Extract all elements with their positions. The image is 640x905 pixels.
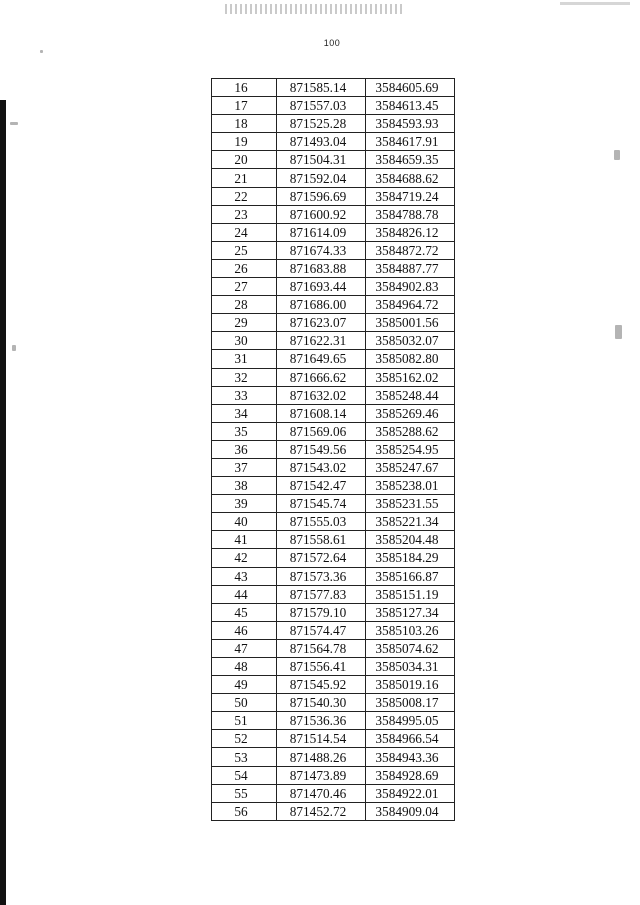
y-coordinate-cell: 3584928.69: [366, 766, 455, 784]
x-coordinate-cell: 871493.04: [277, 133, 366, 151]
table-row: [212, 784, 455, 802]
point-number-cell: 48: [212, 658, 277, 676]
table-row: [212, 458, 455, 476]
table-row: [212, 585, 455, 603]
y-coordinate-cell: 3585248.44: [366, 386, 455, 404]
point-number-cell: 42: [212, 549, 277, 567]
x-coordinate-cell: 871543.02: [277, 458, 366, 476]
y-coordinate-cell: 3585034.31: [366, 658, 455, 676]
y-coordinate-cell: 3585166.87: [366, 567, 455, 585]
scan-artifact-corner: [560, 2, 630, 5]
point-number-cell: 38: [212, 477, 277, 495]
table-row: [212, 658, 455, 676]
table-row: [212, 296, 455, 314]
coordinate-table: [211, 78, 455, 821]
y-coordinate-cell: 3584688.62: [366, 169, 455, 187]
y-coordinate-cell: 3584613.45: [366, 97, 455, 115]
y-coordinate-cell: 3585238.01: [366, 477, 455, 495]
point-number-cell: 46: [212, 621, 277, 639]
y-coordinate-cell: 3585269.46: [366, 404, 455, 422]
table-row: [212, 495, 455, 513]
point-number-cell: 37: [212, 458, 277, 476]
table-row: [212, 712, 455, 730]
x-coordinate-cell: 871569.06: [277, 422, 366, 440]
point-number-cell: 16: [212, 79, 277, 97]
x-coordinate-cell: 871564.78: [277, 639, 366, 657]
x-coordinate-cell: 871579.10: [277, 603, 366, 621]
y-coordinate-cell: 3584922.01: [366, 784, 455, 802]
point-number-cell: 31: [212, 350, 277, 368]
x-coordinate-cell: 871470.46: [277, 784, 366, 802]
y-coordinate-cell: 3584909.04: [366, 802, 455, 820]
point-number-cell: 50: [212, 694, 277, 712]
table-row: [212, 549, 455, 567]
x-coordinate-cell: 871545.92: [277, 676, 366, 694]
scan-speck: [614, 150, 620, 160]
table-row: [212, 621, 455, 639]
coordinate-table-body: [212, 79, 455, 821]
x-coordinate-cell: 871549.56: [277, 440, 366, 458]
x-coordinate-cell: 871649.65: [277, 350, 366, 368]
y-coordinate-cell: 3584593.93: [366, 115, 455, 133]
table-row: [212, 115, 455, 133]
point-number-cell: 47: [212, 639, 277, 657]
table-row: [212, 639, 455, 657]
y-coordinate-cell: 3584902.83: [366, 278, 455, 296]
y-coordinate-cell: 3584995.05: [366, 712, 455, 730]
y-coordinate-cell: 3584964.72: [366, 296, 455, 314]
y-coordinate-cell: 3585103.26: [366, 621, 455, 639]
y-coordinate-cell: 3584872.72: [366, 241, 455, 259]
table-row: [212, 676, 455, 694]
x-coordinate-cell: 871614.09: [277, 223, 366, 241]
y-coordinate-cell: 3585204.48: [366, 531, 455, 549]
y-coordinate-cell: 3585221.34: [366, 513, 455, 531]
table-row: [212, 513, 455, 531]
y-coordinate-cell: 3585019.16: [366, 676, 455, 694]
x-coordinate-cell: 871674.33: [277, 241, 366, 259]
point-number-cell: 41: [212, 531, 277, 549]
table-row: [212, 79, 455, 97]
point-number-cell: 28: [212, 296, 277, 314]
point-number-cell: 49: [212, 676, 277, 694]
y-coordinate-cell: 3585008.17: [366, 694, 455, 712]
point-number-cell: 25: [212, 241, 277, 259]
x-coordinate-cell: 871596.69: [277, 187, 366, 205]
y-coordinate-cell: 3585288.62: [366, 422, 455, 440]
x-coordinate-cell: 871504.31: [277, 151, 366, 169]
table-row: [212, 422, 455, 440]
y-coordinate-cell: 3585032.07: [366, 332, 455, 350]
scan-speck: [10, 122, 18, 125]
point-number-cell: 27: [212, 278, 277, 296]
y-coordinate-cell: 3585162.02: [366, 368, 455, 386]
x-coordinate-cell: 871585.14: [277, 79, 366, 97]
scan-speck: [40, 50, 43, 53]
table-row: [212, 440, 455, 458]
table-row: [212, 205, 455, 223]
point-number-cell: 34: [212, 404, 277, 422]
point-number-cell: 20: [212, 151, 277, 169]
x-coordinate-cell: 871574.47: [277, 621, 366, 639]
scan-artifact-header: [225, 4, 405, 14]
x-coordinate-cell: 871632.02: [277, 386, 366, 404]
y-coordinate-cell: 3585254.95: [366, 440, 455, 458]
table-row: [212, 748, 455, 766]
y-coordinate-cell: 3584605.69: [366, 79, 455, 97]
point-number-cell: 26: [212, 259, 277, 277]
point-number-cell: 21: [212, 169, 277, 187]
table-row: [212, 314, 455, 332]
table-row: [212, 766, 455, 784]
y-coordinate-cell: 3585127.34: [366, 603, 455, 621]
x-coordinate-cell: 871577.83: [277, 585, 366, 603]
x-coordinate-cell: 871666.62: [277, 368, 366, 386]
y-coordinate-cell: 3584966.54: [366, 730, 455, 748]
point-number-cell: 30: [212, 332, 277, 350]
x-coordinate-cell: 871540.30: [277, 694, 366, 712]
y-coordinate-cell: 3585247.67: [366, 458, 455, 476]
x-coordinate-cell: 871592.04: [277, 169, 366, 187]
point-number-cell: 39: [212, 495, 277, 513]
y-coordinate-cell: 3584943.36: [366, 748, 455, 766]
x-coordinate-cell: 871525.28: [277, 115, 366, 133]
y-coordinate-cell: 3585001.56: [366, 314, 455, 332]
point-number-cell: 17: [212, 97, 277, 115]
table-row: [212, 603, 455, 621]
point-number-cell: 22: [212, 187, 277, 205]
table-row: [212, 730, 455, 748]
table-row: [212, 368, 455, 386]
y-coordinate-cell: 3585074.62: [366, 639, 455, 657]
y-coordinate-cell: 3584719.24: [366, 187, 455, 205]
x-coordinate-cell: 871693.44: [277, 278, 366, 296]
table-row: [212, 567, 455, 585]
table-row: [212, 386, 455, 404]
scan-speck: [615, 325, 622, 339]
binding-edge: [0, 100, 6, 905]
table-row: [212, 350, 455, 368]
x-coordinate-cell: 871557.03: [277, 97, 366, 115]
x-coordinate-cell: 871558.61: [277, 531, 366, 549]
scan-speck: [12, 345, 16, 351]
x-coordinate-cell: 871452.72: [277, 802, 366, 820]
point-number-cell: 53: [212, 748, 277, 766]
y-coordinate-cell: 3585231.55: [366, 495, 455, 513]
y-coordinate-cell: 3585184.29: [366, 549, 455, 567]
x-coordinate-cell: 871572.64: [277, 549, 366, 567]
point-number-cell: 35: [212, 422, 277, 440]
x-coordinate-cell: 871622.31: [277, 332, 366, 350]
table-row: [212, 404, 455, 422]
point-number-cell: 44: [212, 585, 277, 603]
x-coordinate-cell: 871545.74: [277, 495, 366, 513]
point-number-cell: 33: [212, 386, 277, 404]
x-coordinate-cell: 871556.41: [277, 658, 366, 676]
x-coordinate-cell: 871573.36: [277, 567, 366, 585]
point-number-cell: 32: [212, 368, 277, 386]
x-coordinate-cell: 871473.89: [277, 766, 366, 784]
x-coordinate-cell: 871514.54: [277, 730, 366, 748]
table-row: [212, 477, 455, 495]
x-coordinate-cell: 871542.47: [277, 477, 366, 495]
table-row: [212, 151, 455, 169]
x-coordinate-cell: 871488.26: [277, 748, 366, 766]
point-number-cell: 45: [212, 603, 277, 621]
table-row: [212, 259, 455, 277]
table-row: [212, 278, 455, 296]
table-row: [212, 802, 455, 820]
table-row: [212, 241, 455, 259]
point-number-cell: 51: [212, 712, 277, 730]
point-number-cell: 54: [212, 766, 277, 784]
x-coordinate-cell: 871608.14: [277, 404, 366, 422]
x-coordinate-cell: 871600.92: [277, 205, 366, 223]
table-row: [212, 223, 455, 241]
page-number: 100: [323, 38, 341, 48]
y-coordinate-cell: 3585082.80: [366, 350, 455, 368]
point-number-cell: 29: [212, 314, 277, 332]
point-number-cell: 36: [212, 440, 277, 458]
point-number-cell: 55: [212, 784, 277, 802]
table-row: [212, 187, 455, 205]
y-coordinate-cell: 3584887.77: [366, 259, 455, 277]
y-coordinate-cell: 3584659.35: [366, 151, 455, 169]
y-coordinate-cell: 3584788.78: [366, 205, 455, 223]
point-number-cell: 24: [212, 223, 277, 241]
y-coordinate-cell: 3585151.19: [366, 585, 455, 603]
x-coordinate-cell: 871683.88: [277, 259, 366, 277]
x-coordinate-cell: 871555.03: [277, 513, 366, 531]
point-number-cell: 40: [212, 513, 277, 531]
table-row: [212, 694, 455, 712]
point-number-cell: 19: [212, 133, 277, 151]
x-coordinate-cell: 871686.00: [277, 296, 366, 314]
point-number-cell: 23: [212, 205, 277, 223]
x-coordinate-cell: 871623.07: [277, 314, 366, 332]
y-coordinate-cell: 3584826.12: [366, 223, 455, 241]
table-row: [212, 133, 455, 151]
table-row: [212, 97, 455, 115]
x-coordinate-cell: 871536.36: [277, 712, 366, 730]
point-number-cell: 52: [212, 730, 277, 748]
table-row: [212, 332, 455, 350]
table-row: [212, 169, 455, 187]
point-number-cell: 56: [212, 802, 277, 820]
y-coordinate-cell: 3584617.91: [366, 133, 455, 151]
table-row: [212, 531, 455, 549]
point-number-cell: 43: [212, 567, 277, 585]
point-number-cell: 18: [212, 115, 277, 133]
